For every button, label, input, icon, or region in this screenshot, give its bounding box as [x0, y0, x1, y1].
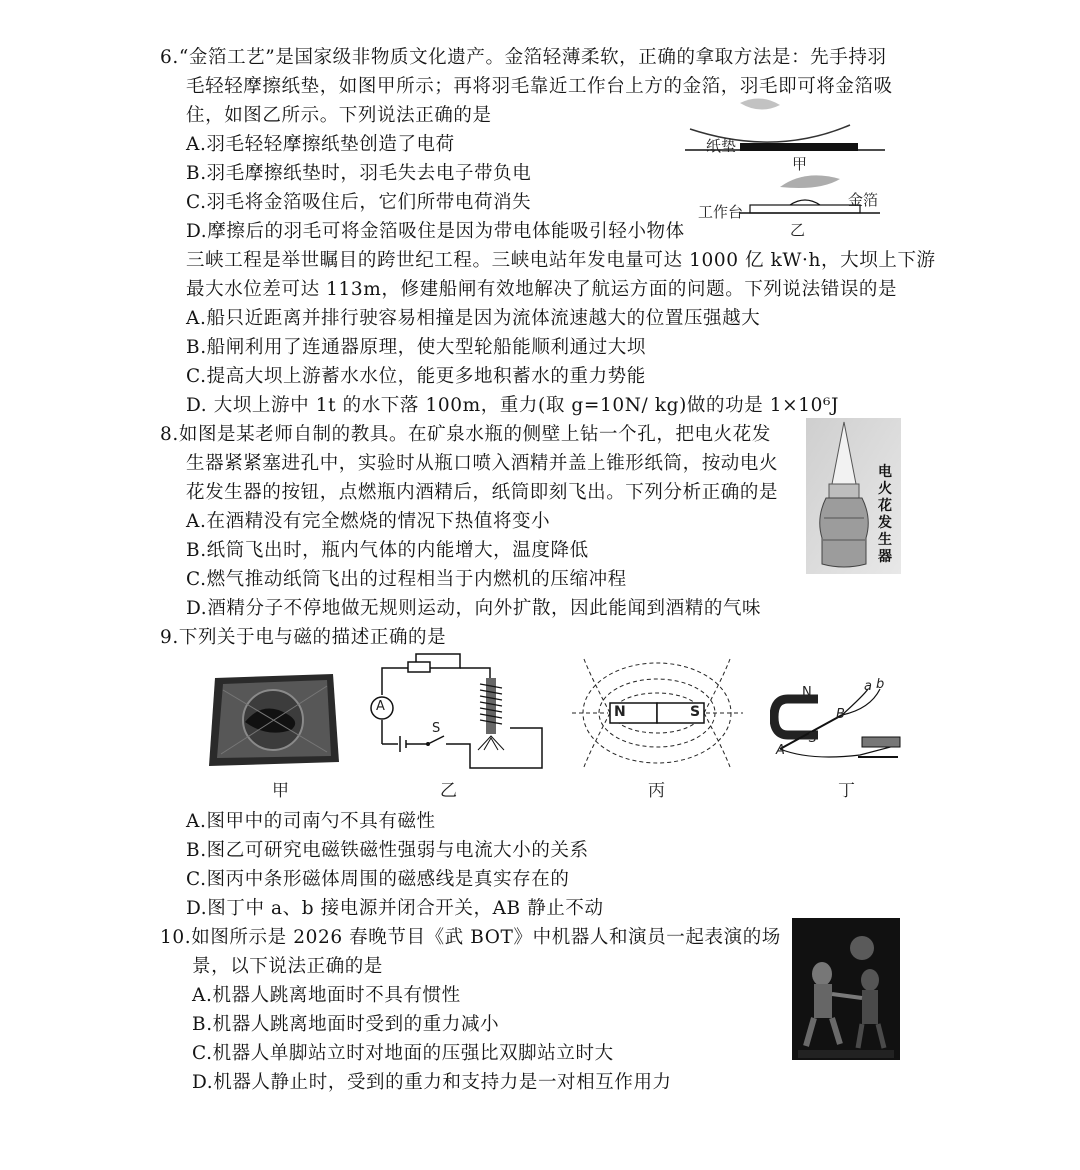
q6-option-d: D.摩擦后的羽毛可将金箔吸住是因为带电体能吸引轻小物体 [186, 221, 685, 242]
q7-option-d: D. 大坝上游中 1t 的水下落 100m，重力(取 g=10N/ kg)做的功是 1×10⁶J [186, 395, 840, 416]
bar-magnet-field [570, 655, 745, 770]
q9-label-yi: 乙 [440, 781, 457, 801]
label-char: 发 [878, 515, 892, 531]
paper-pad-label: 纸垫 [706, 137, 737, 155]
label-char: 器 [878, 549, 892, 565]
feather-paper-diagram [680, 95, 890, 245]
label-char: 火 [878, 481, 892, 497]
q6-option-a: A.羽毛轻轻摩擦纸垫创造了电荷 [186, 134, 455, 155]
q9-option-b: B.图乙可研究电磁铁磁性强弱与电流大小的关系 [186, 840, 589, 861]
magnet-s-label: S [690, 704, 701, 720]
q8-stem-line-1: 8.如图是某老师自制的教具。在矿泉水瓶的侧壁上钻一个孔，把电火花发 [160, 424, 771, 445]
q7-stem-line-2: 最大水位差可达 113m，修建船闸有效地解决了航运方面的问题。下列说法错误的是 [186, 279, 898, 300]
q7-option-b: B.船闸利用了连通器原理，使大型轮船能顺利通过大坝 [186, 337, 646, 358]
terminal-a-label: a [864, 679, 872, 694]
figure-yi-label: 乙 [790, 221, 806, 239]
switch-label: S [432, 721, 441, 736]
q9-stem: 9.下列关于电与磁的描述正确的是 [160, 627, 447, 648]
q7-option-a: A.船只近距离并排行驶容易相撞是因为流体流速越大的位置压强越大 [186, 308, 761, 329]
q6-figure [680, 95, 890, 245]
q6-stem-line-1: 6.“金箔工艺”是国家级非物质文化遗产。金箔轻薄柔软，正确的拿取方法是：先手持羽 [160, 47, 887, 68]
q9-figure-jia [205, 670, 345, 770]
robot-performance-image [792, 918, 900, 1060]
q7-stem-line-1: 三峡工程是举世瞩目的跨世纪工程。三峡电站年发电量可达 1000 亿 kW·h，大坝上下游 [186, 250, 936, 271]
pole-s-label: S [808, 731, 817, 746]
terminal-b-label: b [876, 677, 885, 692]
q10-option-c: C.机器人单脚站立时对地面的压强比双脚站立时大 [192, 1043, 614, 1064]
q9-label-ding: 丁 [838, 781, 855, 801]
q10-stem-line-1: 10.如图所示是 2026 春晚节目《武 BOT》中机器人和演员一起表演的场 [160, 927, 781, 948]
q10-stage-photo [792, 918, 900, 1060]
q6-option-b: B.羽毛摩擦纸垫时，羽毛失去电子带负电 [186, 163, 532, 184]
label-char: 花 [878, 498, 892, 514]
q8-option-c: C.燃气推动纸筒飞出的过程相当于内燃机的压缩冲程 [186, 569, 627, 590]
u-magnet-conductor [770, 685, 910, 765]
q9-label-bing: 丙 [648, 781, 665, 801]
label-char: 电 [878, 464, 892, 480]
q9-option-a: A.图甲中的司南勺不具有磁性 [186, 811, 436, 832]
magnet-n-label: N [614, 704, 626, 720]
q9-option-c: C.图丙中条形磁体周围的磁感线是真实存在的 [186, 869, 570, 890]
q8-option-a: A.在酒精没有完全燃烧的情况下热值将变小 [186, 511, 551, 532]
workbench-label: 工作台 [698, 203, 744, 221]
q6-option-c: C.羽毛将金箔吸住后，它们所带电荷消失 [186, 192, 532, 213]
q9-label-jia: 甲 [272, 781, 289, 801]
q9-figure-ding [770, 677, 910, 765]
sinan-compass-image [205, 670, 345, 770]
q7-option-c: C.提高大坝上游蓄水水位，能更多地积蓄水的重力势能 [186, 366, 646, 387]
figure-jia-label: 甲 [792, 155, 808, 173]
conductor-b-label: B [836, 707, 845, 722]
q9-option-d: D.图丁中 a、b 接电源并闭合开关，AB 静止不动 [186, 898, 604, 919]
pole-n-label: N [802, 685, 812, 700]
q10-option-a: A.机器人跳离地面时不具有惯性 [192, 985, 461, 1006]
q8-stem-line-3: 花发生器的按钮，点燃瓶内酒精后，纸筒即刻飞出。下列分析正确的是 [186, 482, 779, 503]
q10-option-d: D.机器人静止时，受到的重力和支持力是一对相互作用力 [192, 1072, 672, 1093]
gold-foil-label: 金箔 [848, 191, 879, 209]
q8-stem-line-2: 生器紧紧塞进孔中，实验时从瓶口喷入酒精并盖上锥形纸筒，按动电火 [186, 453, 779, 474]
conductor-a-label: A [776, 743, 785, 758]
label-char: 生 [878, 532, 892, 548]
ammeter-label: A [376, 699, 385, 714]
q8-bottle-photo [806, 418, 901, 574]
q6-stem-line-2: 毛轻轻摩擦纸垫，如图甲所示；再将羽毛靠近工作台上方的金箔，羽毛即可将金箔吸 [186, 76, 893, 97]
spark-generator-label [876, 464, 894, 566]
q8-option-b: B.纸筒飞出时，瓶内气体的内能增大，温度降低 [186, 540, 589, 561]
q10-option-b: B.机器人跳离地面时受到的重力减小 [192, 1014, 500, 1035]
q9-figure-bing [570, 655, 745, 770]
q6-stem-line-3: 住，如图乙所示。下列说法正确的是 [186, 105, 492, 126]
q10-stem-line-2: 景，以下说法正确的是 [192, 956, 384, 977]
q9-figure-yi [360, 650, 550, 775]
q8-option-d: D.酒精分子不停地做无规则运动，向外扩散，因此能闻到酒精的气味 [186, 598, 762, 619]
electromagnet-circuit [360, 650, 550, 775]
